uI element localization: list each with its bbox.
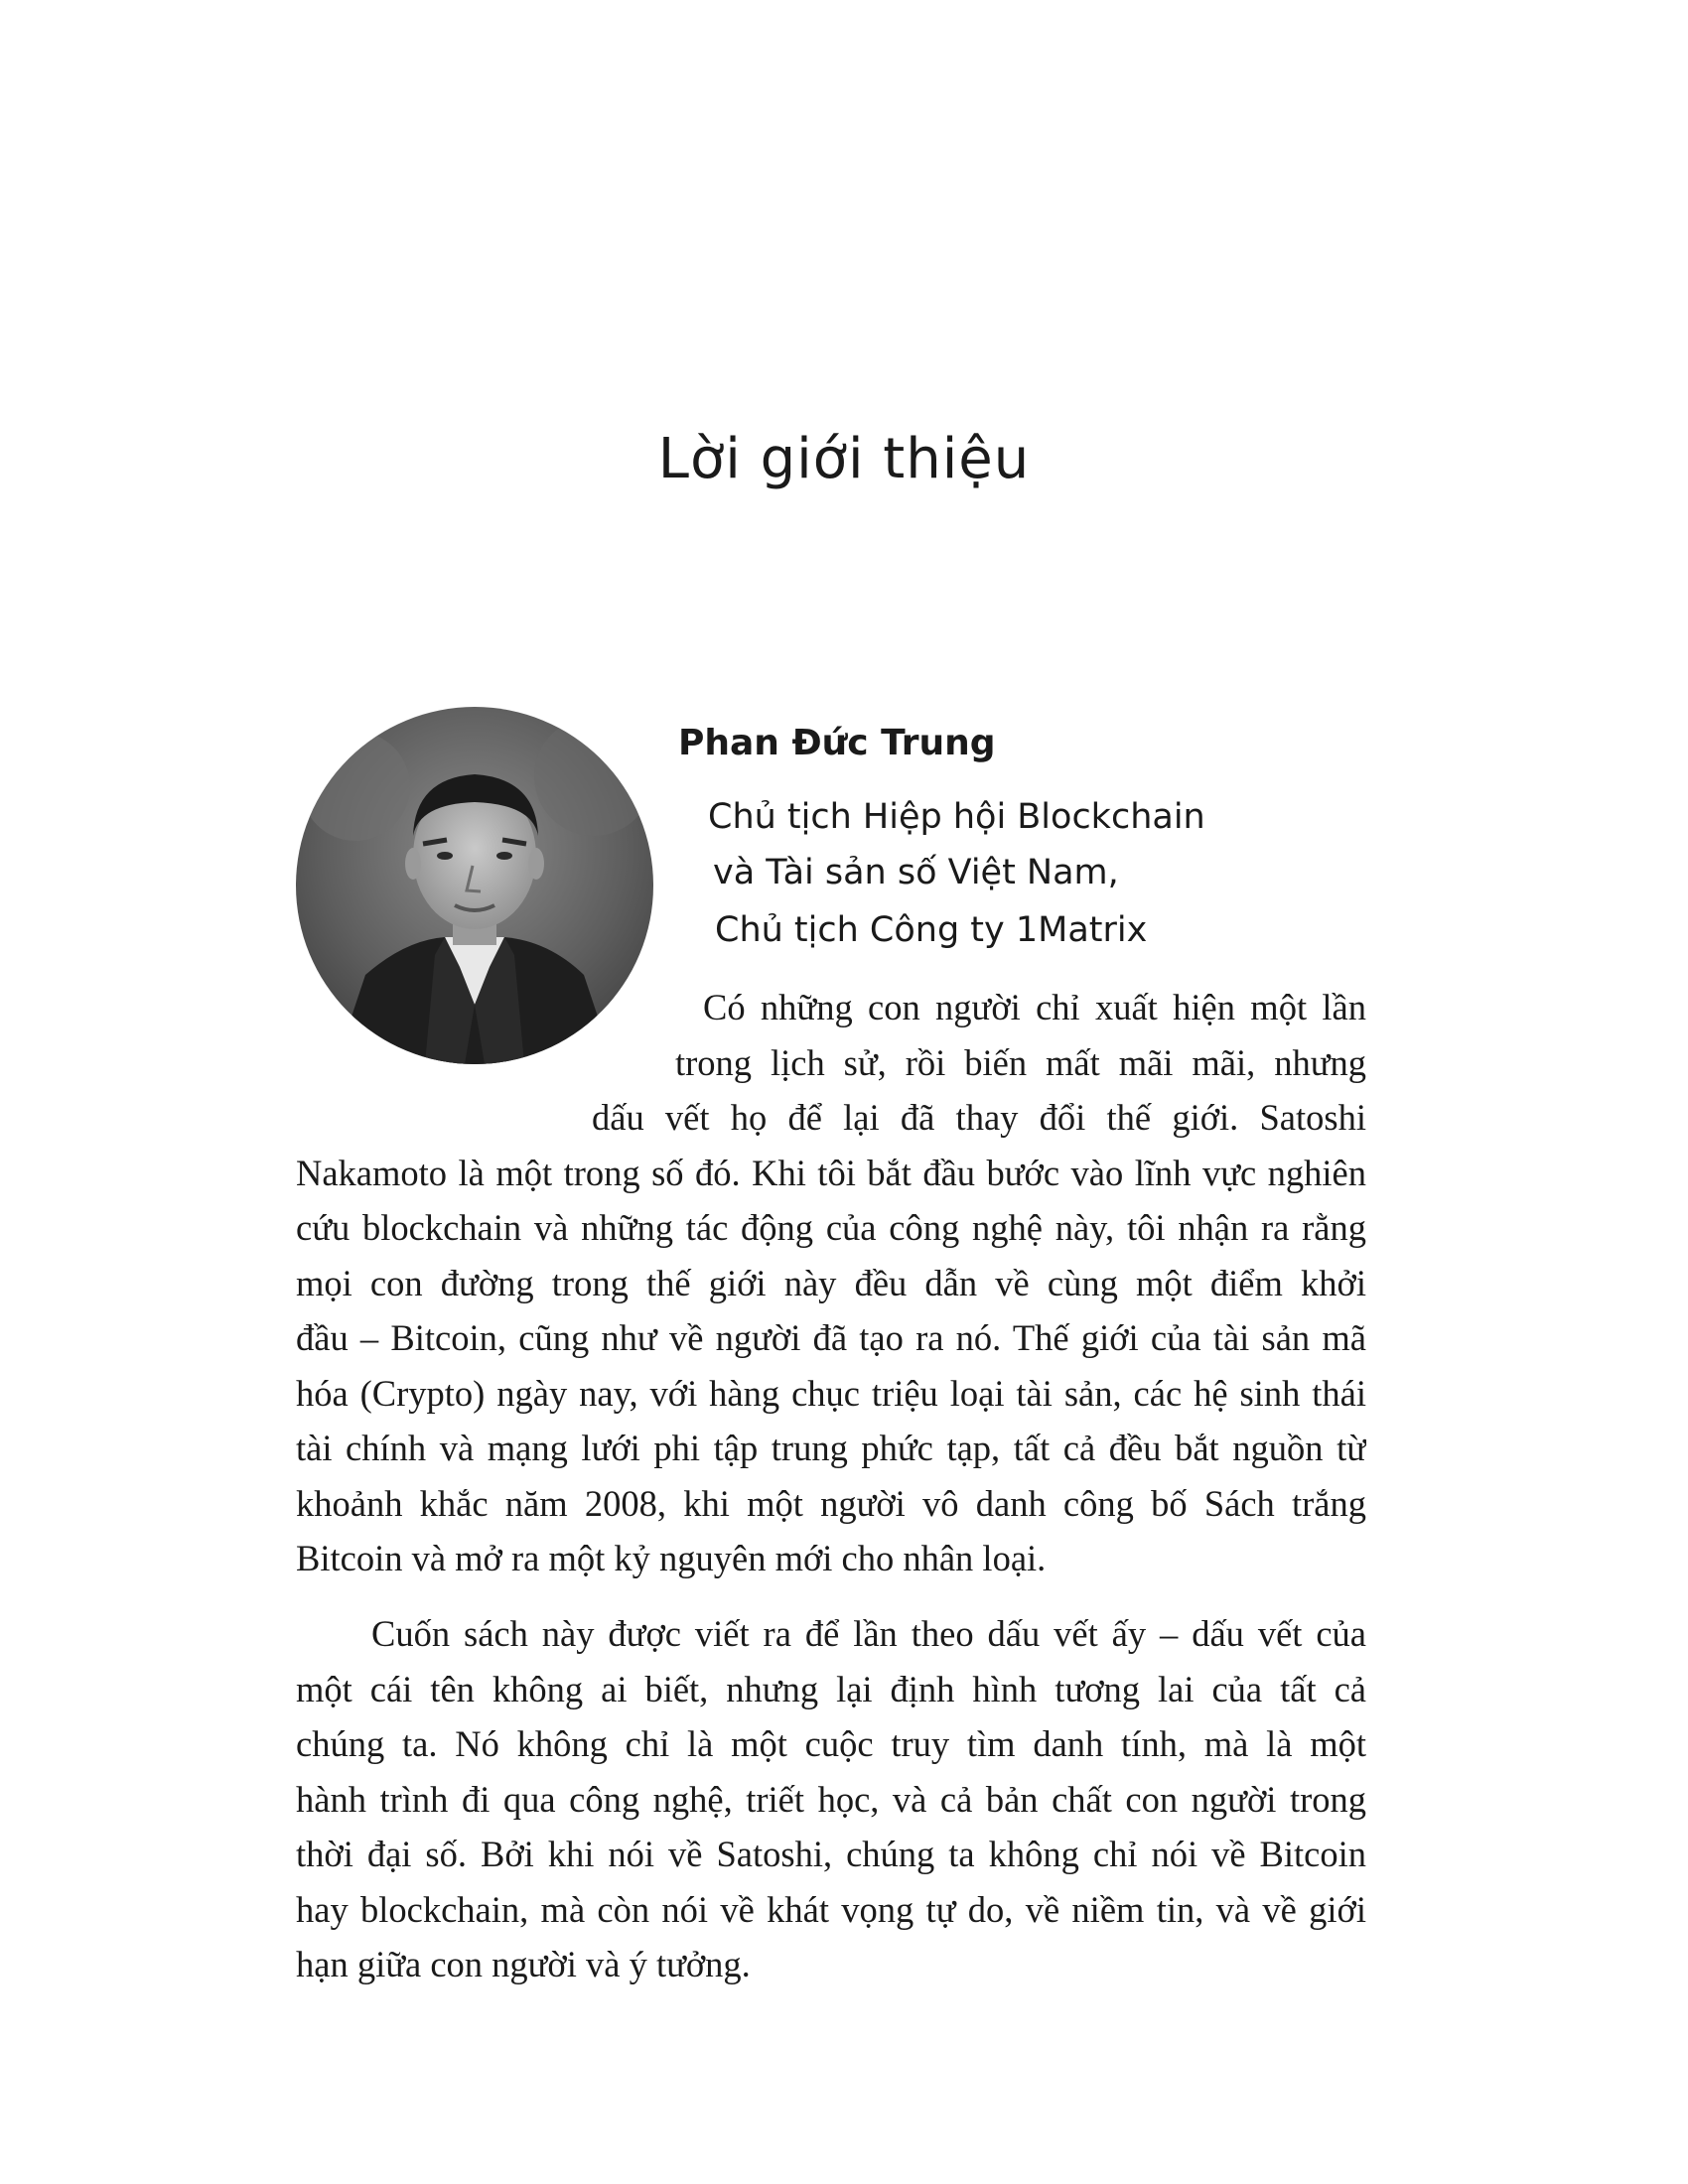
text-line: tài chính và mạng lưới phi tập trung phức tạp, tất cả đều bắt nguồn từ (296, 1428, 1366, 1468)
text-line: thời đại số. Bởi khi nói về Satoshi, chúng ta không chỉ nói về Bitcoin (296, 1834, 1366, 1874)
paragraph-2 (296, 1606, 1366, 1992)
text-line: Có những con người chỉ xuất hiện một lần (703, 987, 1366, 1027)
author-role-line: Chủ tịch Hiệp hội Blockchain (708, 797, 1205, 837)
author-role-line: Chủ tịch Công ty 1Matrix (715, 910, 1148, 950)
text-line: dấu vết họ để lại đã thay đổi thế giới. Satoshi (592, 1097, 1366, 1138)
text-line: khoảnh khắc năm 2008, khi một người vô danh công bố Sách trắng (296, 1482, 1366, 1524)
text-line: trong lịch sử, rồi biến mất mãi mãi, nhưng (675, 1041, 1366, 1083)
text-line: hành trình đi qua công nghệ, triết học, và cả bản chất con người trong (296, 1778, 1366, 1820)
text-line: mọi con đường trong thế giới này đều dẫn về cùng một điểm khởi (296, 1262, 1366, 1303)
text-line: Bitcoin và mở ra một kỷ nguyên mới cho nhân loại. (296, 1538, 1047, 1578)
text-line: hay blockchain, mà còn nói về khát vọng tự do, về niềm tin, và về giới (296, 1888, 1366, 1930)
author-name: Phan Đức Trung (678, 723, 996, 763)
author-role-line: và Tài sản số Việt Nam, (713, 853, 1119, 892)
text-line: một cái tên không ai biết, nhưng lại định hình tương lai của tất cả (296, 1668, 1366, 1709)
text-line: đầu – Bitcoin, cũng như về người đã tạo ra nó. Thế giới của tài sản mã (296, 1317, 1366, 1358)
text-line: Nakamoto là một trong số đó. Khi tôi bắt đầu bước vào lĩnh vực nghiên (296, 1152, 1366, 1193)
text-line: Cuốn sách này được viết ra để lần theo dấu vết ấy – dấu vết của (371, 1613, 1366, 1654)
paragraph-1 (296, 980, 1366, 1586)
text-line: cứu blockchain và những tác động của công nghệ này, tôi nhận ra rằng (296, 1207, 1366, 1248)
text-line: hạn giữa con người và ý tưởng. (296, 1944, 751, 1984)
page-title: Lời giới thiệu (657, 427, 1031, 491)
text-line: hóa (Crypto) ngày nay, với hàng chục triệu loại tài sản, các hệ sinh thái (296, 1372, 1366, 1414)
text-line: chúng ta. Nó không chỉ là một cuộc truy tìm danh tính, mà là một (296, 1723, 1366, 1764)
